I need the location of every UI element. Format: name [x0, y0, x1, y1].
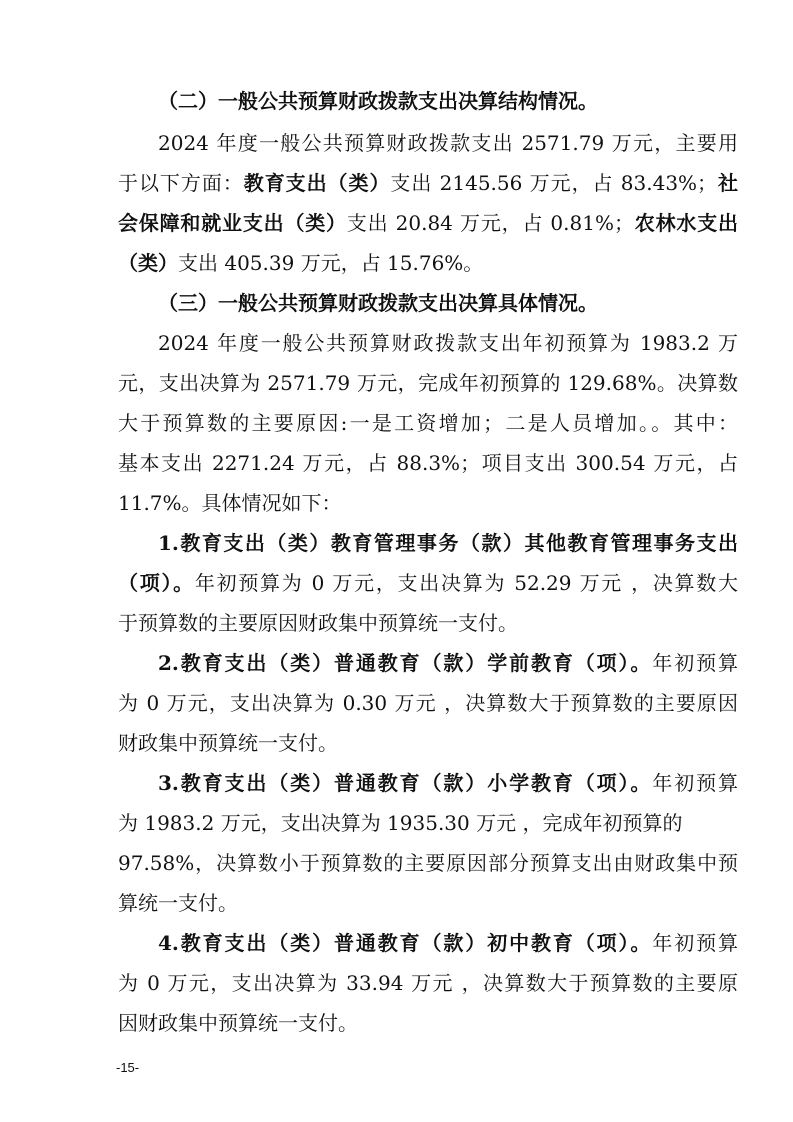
paragraph-line	[118, 844, 738, 882]
heading-text: （二）一般公共预算财政拨款支出决算结构情况。	[158, 89, 598, 113]
text-run: 支出 405.39 万元，占 15.76%。	[178, 251, 484, 275]
text-run: 年初预算	[652, 931, 738, 955]
paragraph-line	[118, 404, 738, 442]
text-run: 97.58%，决算数小于预算数的主要原因部分预算支出由财政集中预	[118, 851, 738, 875]
item-bold-text: 4.教育支出（类）普通教育（款）初中教育（项）。	[158, 931, 653, 955]
section-heading-budget-structure	[158, 82, 738, 120]
text-run: 元，支出决算为 2571.79 万元，完成年初预算的 129.68%。决算数	[118, 371, 738, 395]
text-run: 因财政集中预算统一支付。	[118, 1011, 358, 1035]
paragraph-line	[118, 364, 738, 402]
text-run: 年初预算	[652, 771, 738, 795]
paragraph-line	[118, 444, 738, 482]
text-run: 为 0 万元，支出决算为 0.30 万元 ，决算数大于预算数的主要原因	[118, 691, 738, 715]
item-bold-text: 2.教育支出（类）普通教育（款）学前教育（项）。	[158, 651, 653, 675]
category-bold-text: 农林水支出	[633, 211, 738, 235]
page-number: -15-	[116, 1060, 140, 1075]
paragraph-line	[118, 164, 738, 202]
paragraph-line	[158, 124, 738, 162]
category-bold-text: （类）	[118, 251, 178, 275]
text-run: 为 0 万元，支出决算为 33.94 万元 ，决算数大于预算数的主要原	[118, 971, 738, 995]
text-run: 基本支出 2271.24 万元，占 88.3%；项目支出 300.54 万元，占	[118, 451, 738, 475]
paragraph-line	[118, 884, 738, 922]
item-bold-text: （项）。	[118, 571, 195, 595]
text-run: 大于预算数的主要原因:一是工资增加；二是人员增加。。其中：	[118, 411, 738, 435]
paragraph-line	[158, 324, 738, 362]
category-bold-text: 社	[717, 171, 738, 195]
text-run: 2024 年度一般公共预算财政拨款支出年初预算为 1983.2 万	[158, 331, 738, 355]
text-run: 2024 年度一般公共预算财政拨款支出 2571.79 万元，主要用	[158, 131, 738, 155]
text-run: 为 1983.2 万元，支出决算为 1935.30 万元 ，完成年初预算的	[118, 811, 683, 835]
text-run: 年初预算	[652, 651, 738, 675]
category-bold-text: 教育支出（类）	[243, 171, 391, 195]
text-run: 1.教育支出（类）教育管理事务（款）其他教育管理事务支出	[158, 531, 738, 555]
paragraph-line	[118, 204, 738, 242]
heading-text: （三）一般公共预算财政拨款支出决算具体情况。	[158, 291, 598, 315]
text-run: 年初预算为 0 万元，支出决算为 52.29 万元 ，决算数大	[194, 571, 738, 595]
item-heading-1	[158, 524, 738, 562]
paragraph-line	[118, 684, 738, 722]
text-run: 财政集中预算统一支付。	[118, 731, 338, 755]
text-run: 于预算数的主要原因财政集中预算统一支付。	[118, 611, 518, 635]
item-heading-3	[158, 764, 738, 802]
text-run: 于以下方面：	[118, 171, 244, 195]
text-run: 11.7%。具体情况如下：	[118, 491, 342, 515]
item-heading-2	[158, 644, 738, 682]
paragraph-line	[118, 804, 738, 842]
item-bold-text: 3.教育支出（类）普通教育（款）小学教育（项）。	[158, 771, 653, 795]
paragraph-line	[118, 1004, 738, 1042]
section-heading-budget-detail-text	[158, 284, 738, 322]
text-run: 支出 2145.56 万元，占 83.43%；	[390, 171, 718, 195]
item-heading-4	[158, 924, 738, 962]
paragraph-line	[118, 724, 738, 762]
text-run: 算统一支付。	[118, 891, 238, 915]
paragraph-line	[118, 964, 738, 1002]
text-run: 支出 20.84 万元，占 0.81%；	[346, 211, 634, 235]
paragraph-line	[118, 484, 738, 522]
paragraph-line	[118, 604, 738, 642]
category-bold-text: 会保障和就业支出（类）	[118, 211, 347, 235]
paragraph-line	[118, 564, 738, 602]
